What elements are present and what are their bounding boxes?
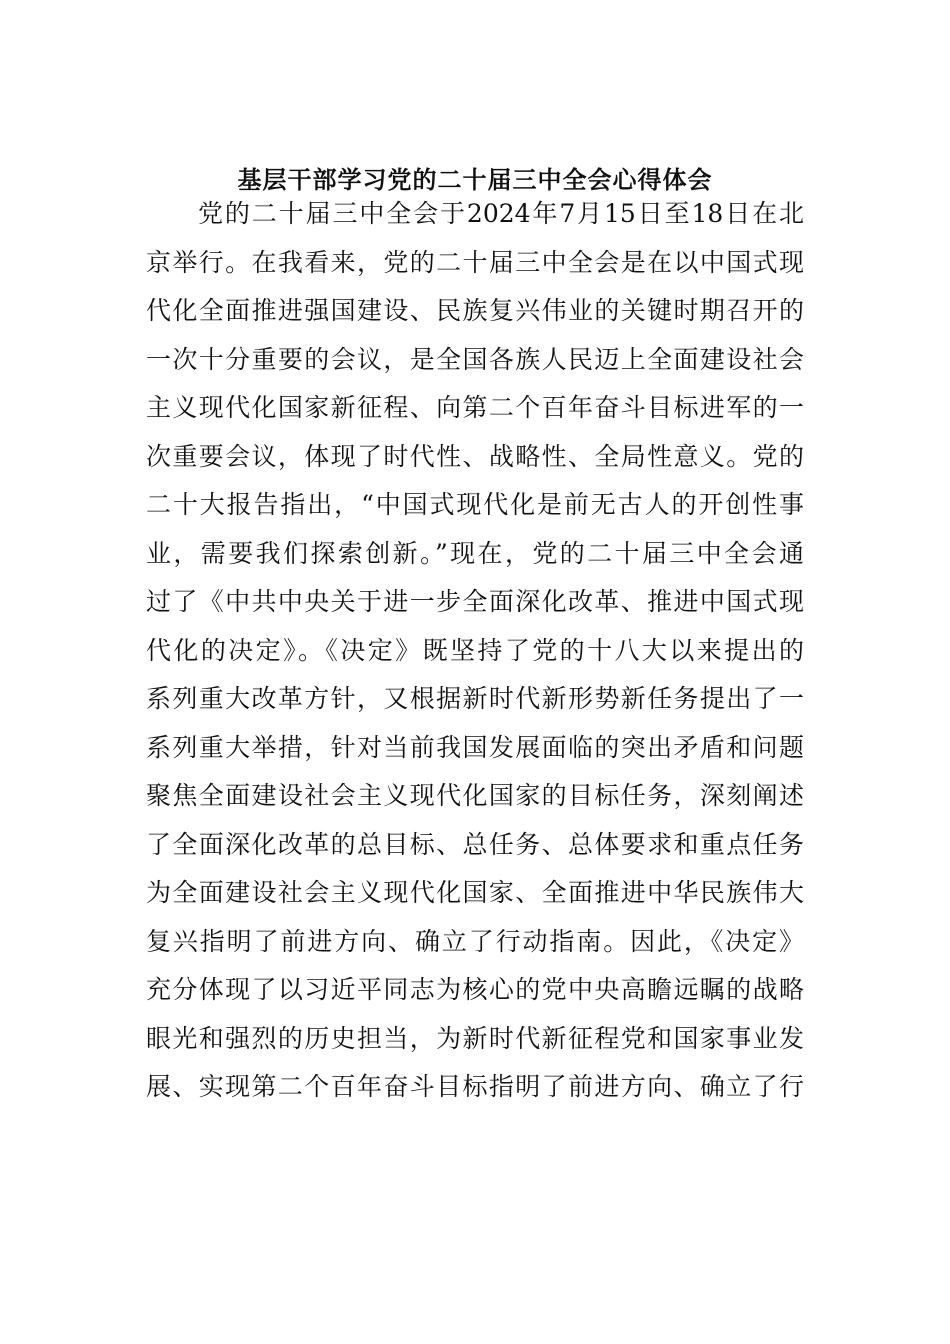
body-line: 为全面建设社会主义现代化国家、全面推进中华民族伟大 <box>146 878 804 907</box>
body-line: 了全面深化改革的总目标、总任务、总体要求和重点任务 <box>146 829 804 859</box>
document-body <box>146 190 804 1112</box>
body-line: 次重要会议，体现了时代性、战略性、全局性意义。党的 <box>146 441 804 471</box>
body-line: 系列重大改革方针，又根据新时代新形势新任务提出了一 <box>146 684 804 713</box>
body-line: 复兴指明了前进方向、确立了行动指南。因此，《决定》 <box>146 926 804 956</box>
body-line: 眼光和强烈的历史担当，为新时代新征程党和国家事业发 <box>146 1023 804 1053</box>
body-line: 系列重大举措，针对当前我国发展面临的突出矛盾和问题 <box>146 732 804 762</box>
body-line: 聚焦全面建设社会主义现代化国家的目标任务，深刻阐述 <box>146 781 804 810</box>
document-title: 基层干部学习党的二十届三中全会心得体会 <box>237 165 713 194</box>
body-line: 业，需要我们探索创新。”现在，党的二十届三中全会通 <box>146 538 804 568</box>
body-line: 代化的决定》。《决定》既坚持了党的十八大以来提出的 <box>146 635 804 665</box>
body-line: 主义现代化国家新征程、向第二个百年奋斗目标进军的一 <box>146 393 804 422</box>
body-line: 过了《中共中央关于进一步全面深化改革、推进中国式现 <box>146 587 804 616</box>
body-line: 京举行。在我看来，党的二十届三中全会是在以中国式现 <box>146 247 804 277</box>
body-line: 展、实现第二个百年奋斗目标指明了前进方向、确立了行 <box>146 1072 804 1101</box>
body-line: 充分体现了以习近平同志为核心的党中央高瞻远瞩的战略 <box>146 975 804 1004</box>
body-line: 一次十分重要的会议，是全国各族人民迈上全面建设社会 <box>146 344 804 374</box>
body-line: 代化全面推进强国建设、民族复兴伟业的关键时期召开的 <box>146 296 804 325</box>
body-line: 党的二十届三中全会于2024年7月15日至18日在北 <box>198 199 804 228</box>
body-line: 二十大报告指出，“中国式现代化是前无古人的开创性事 <box>146 490 804 519</box>
